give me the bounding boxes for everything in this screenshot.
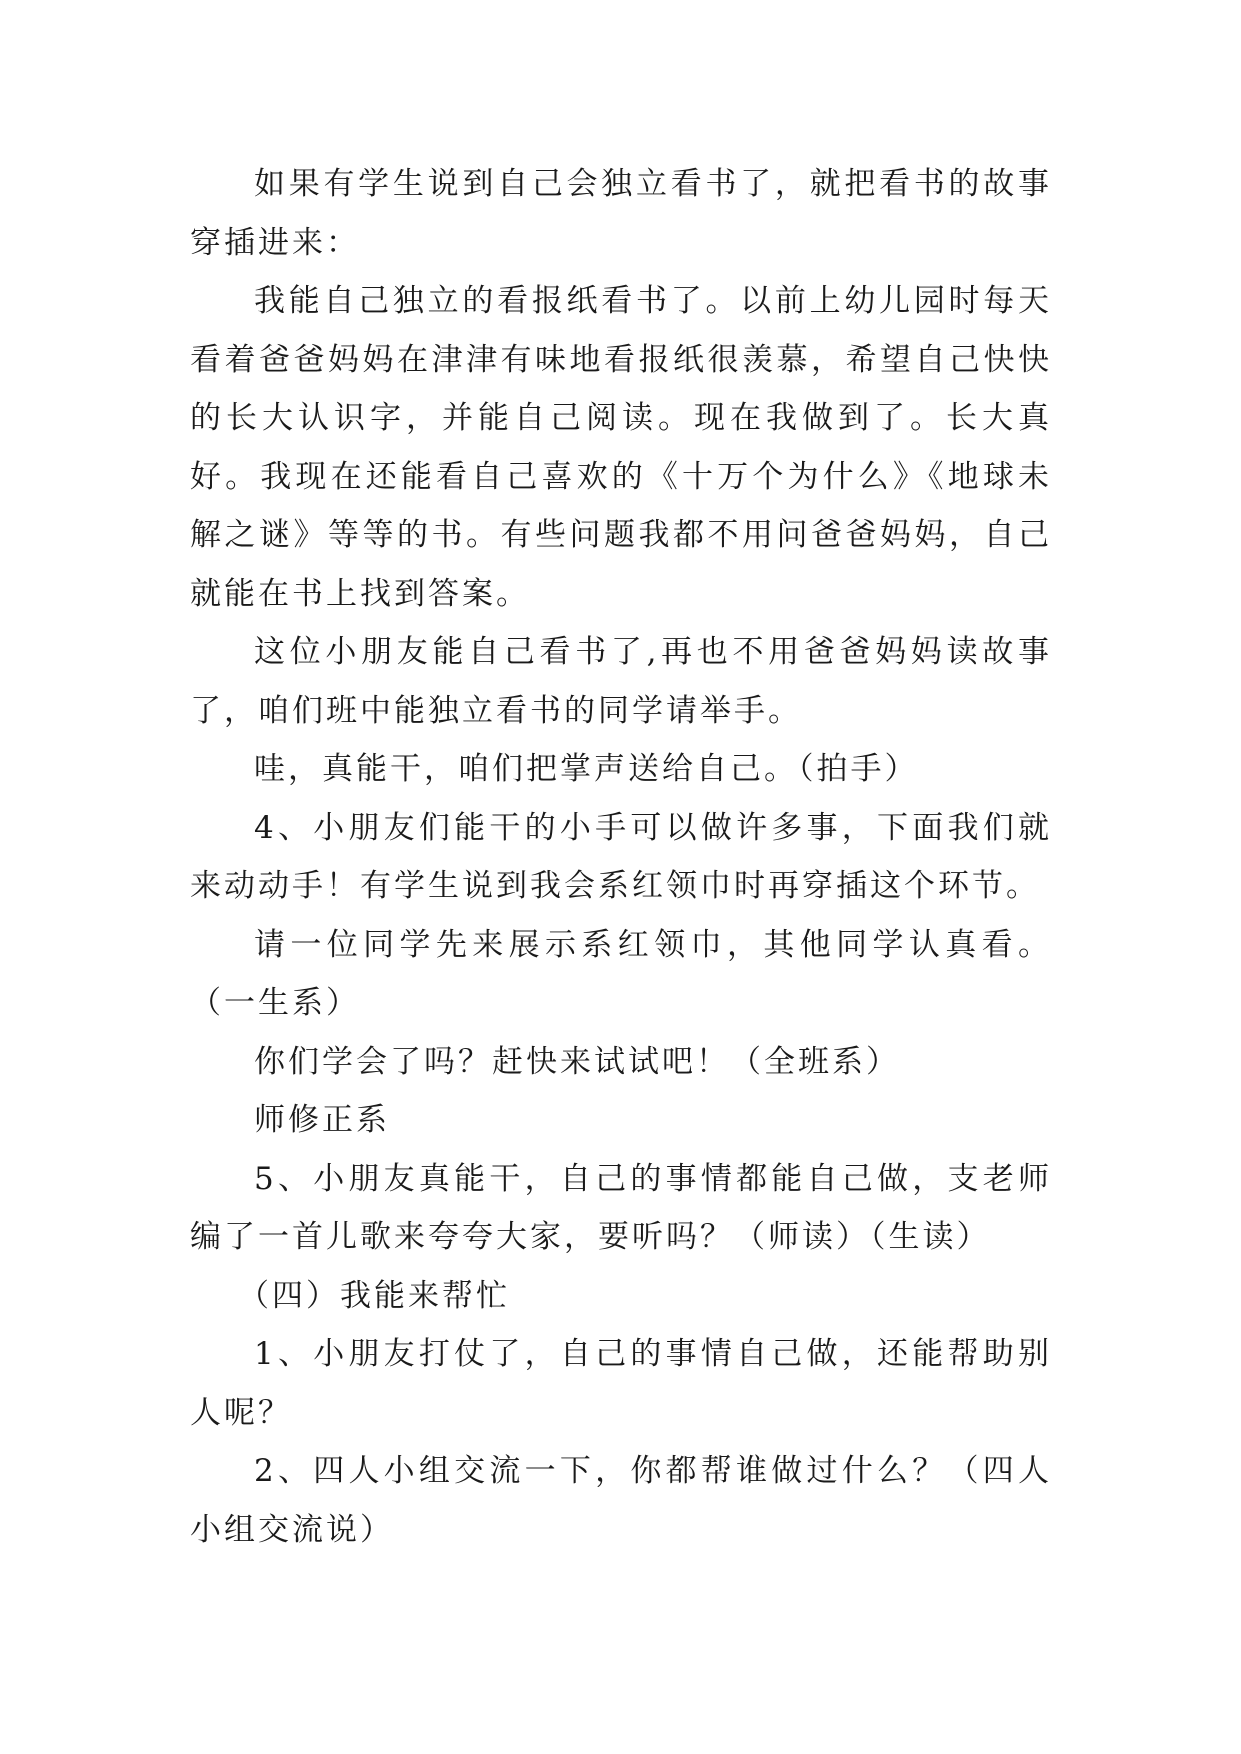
paragraph: 你们学会了吗？赶快来试试吧！（全班系） (254, 1043, 900, 1080)
paragraph: 我能自己独立的看报纸看书了。以前上幼儿园时每天看着爸爸妈妈在津津有味地看报纸很羡慕，希望自己快快的长大认识字，并能自己阅读。现在我做到了。长大真好。我现在还能看自己喜欢的《十万个为什么》《地球未解之谜》等等的书。有些问题我都不用问爸爸妈妈，自己就能在书上找到答案。 (190, 283, 1052, 612)
paragraph: 4、小朋友们能干的小手可以做许多事，下面我们就来动动手！有学生说到我会系红领巾时再穿插这个环节。 (190, 809, 1052, 904)
paragraph: 如果有学生说到自己会独立看书了，就把看书的故事穿插进来： (190, 166, 1052, 261)
paragraph: 1、小朋友打仗了，自己的事情自己做，还能帮助别人呢？ (190, 1336, 1052, 1431)
paragraph: 师修正系 (254, 1102, 390, 1138)
section-heading: （四）我能来帮忙 (238, 1277, 510, 1314)
paragraph: 请一位同学先来展示系红领巾，其他同学认真看。（一生系） (190, 926, 1052, 1021)
paragraph: 2、四人小组交流一下，你都帮谁做过什么？（四人小组交流说） (190, 1453, 1052, 1548)
document-body (190, 155, 1052, 1559)
paragraph: 这位小朋友能自己看书了,再也不用爸爸妈妈读故事了，咱们班中能独立看书的同学请举手。 (190, 634, 1052, 729)
paragraph: 哇，真能干，咱们把掌声送给自己。（拍手） (254, 751, 919, 787)
paragraph: 5、小朋友真能干，自己的事情都能自己做，支老师编了一首儿歌来夸夸大家，要听吗？（师读）（生读） (190, 1160, 1052, 1255)
